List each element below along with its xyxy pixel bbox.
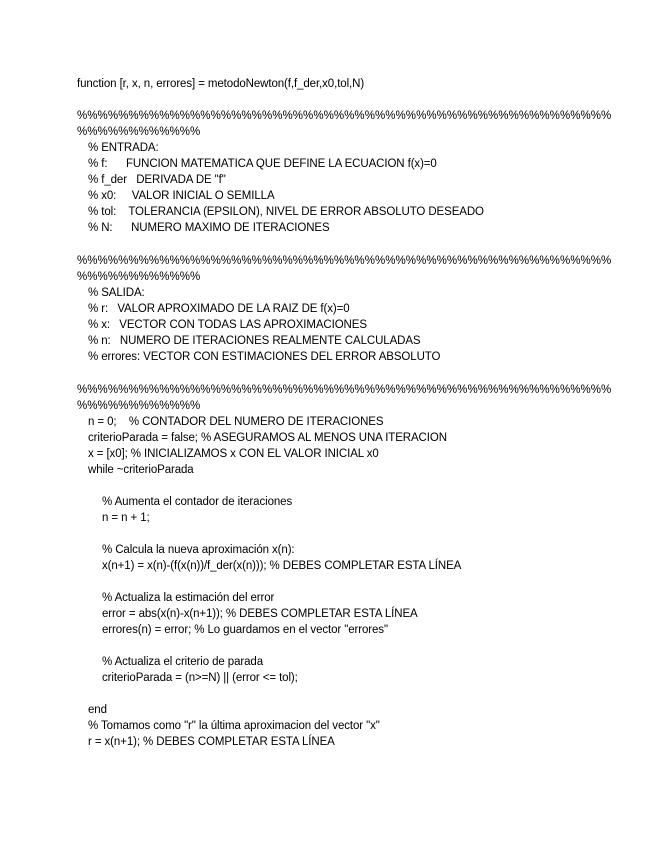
entrada-header: % ENTRADA: — [88, 142, 159, 154]
entrada-f-der: % f_der DERIVADA DE "f" — [88, 174, 226, 186]
x-init-line: x = [x0]; % INICIALIZAMOS x CON EL VALOR INICIAL x0 — [88, 448, 379, 460]
separator-line: %%%%%%%%%%%%%%%%%%%%%%%%%%%%%%%%%%%%%%%%%%%%%%%%%%%% — [77, 255, 612, 267]
separator-line: %%%%%%%%%%%% — [77, 271, 201, 283]
end-line: end — [88, 704, 107, 716]
comment-r: % Tomamos como "r" la última aproximacion del vector "x" — [88, 720, 380, 732]
salida-r: % r: VALOR APROXIMADO DE LA RAIZ DE f(x)=0 — [88, 303, 350, 315]
separator-line: %%%%%%%%%%%% — [77, 126, 201, 138]
separator-line: %%%%%%%%%%%%%%%%%%%%%%%%%%%%%%%%%%%%%%%%%%%%%%%%%%%% — [77, 110, 612, 122]
comment-contador: % Aumenta el contador de iteraciones — [102, 496, 293, 508]
comment-criterio: % Actualiza el criterio de parada — [102, 656, 263, 668]
entrada-tol: % tol: TOLERANCIA (EPSILON), NIVEL DE ERROR ABSOLUTO DESEADO — [88, 206, 484, 218]
separator-line: %%%%%%%%%%%% — [77, 400, 201, 412]
criterio-update-line: criterioParada = (n>=N) || (error <= tol); — [102, 672, 298, 684]
entrada-n: % N: NUMERO MAXIMO DE ITERACIONES — [88, 222, 330, 234]
errores-store-line: errores(n) = error; % Lo guardamos en el vector "errores" — [102, 624, 388, 636]
salida-errores: % errores: VECTOR CON ESTIMACIONES DEL ERROR ABSOLUTO — [88, 351, 441, 363]
entrada-f: % f: FUNCION MATEMATICA QUE DEFINE LA ECUACION f(x)=0 — [88, 158, 437, 170]
separator-line: %%%%%%%%%%%%%%%%%%%%%%%%%%%%%%%%%%%%%%%%%%%%%%%%%%%% — [77, 384, 612, 396]
salida-header: % SALIDA: — [88, 287, 145, 299]
x-update-line: x(n+1) = x(n)-(f(x(n))/f_der(x(n))); % DEBES COMPLETAR ESTA LÍNEA — [102, 560, 462, 572]
r-assign-line: r = x(n+1); % DEBES COMPLETAR ESTA LÍNEA — [88, 736, 335, 748]
error-calc-line: error = abs(x(n)-x(n+1)); % DEBES COMPLETAR ESTA LÍNEA — [102, 608, 418, 620]
entrada-x0: % x0: VALOR INICIAL O SEMILLA — [88, 190, 275, 202]
function-signature: function [r, x, n, errores] = metodoNewton(f,f_der,x0,tol,N) — [77, 78, 365, 90]
comment-aproximacion: % Calcula la nueva aproximación x(n): — [102, 544, 295, 556]
criterio-init-line: criterioParada = false; % ASEGURAMOS AL MENOS UNA ITERACION — [88, 432, 447, 444]
salida-x: % x: VECTOR CON TODAS LAS APROXIMACIONES — [88, 319, 367, 331]
n-init-line: n = 0; % CONTADOR DEL NUMERO DE ITERACIONES — [88, 416, 384, 428]
salida-n: % n: NUMERO DE ITERACIONES REALMENTE CALCULADAS — [88, 335, 421, 347]
while-line: while ~criterioParada — [88, 464, 194, 476]
n-increment-line: n = n + 1; — [102, 512, 150, 524]
comment-error: % Actualiza la estimación del error — [102, 592, 275, 604]
